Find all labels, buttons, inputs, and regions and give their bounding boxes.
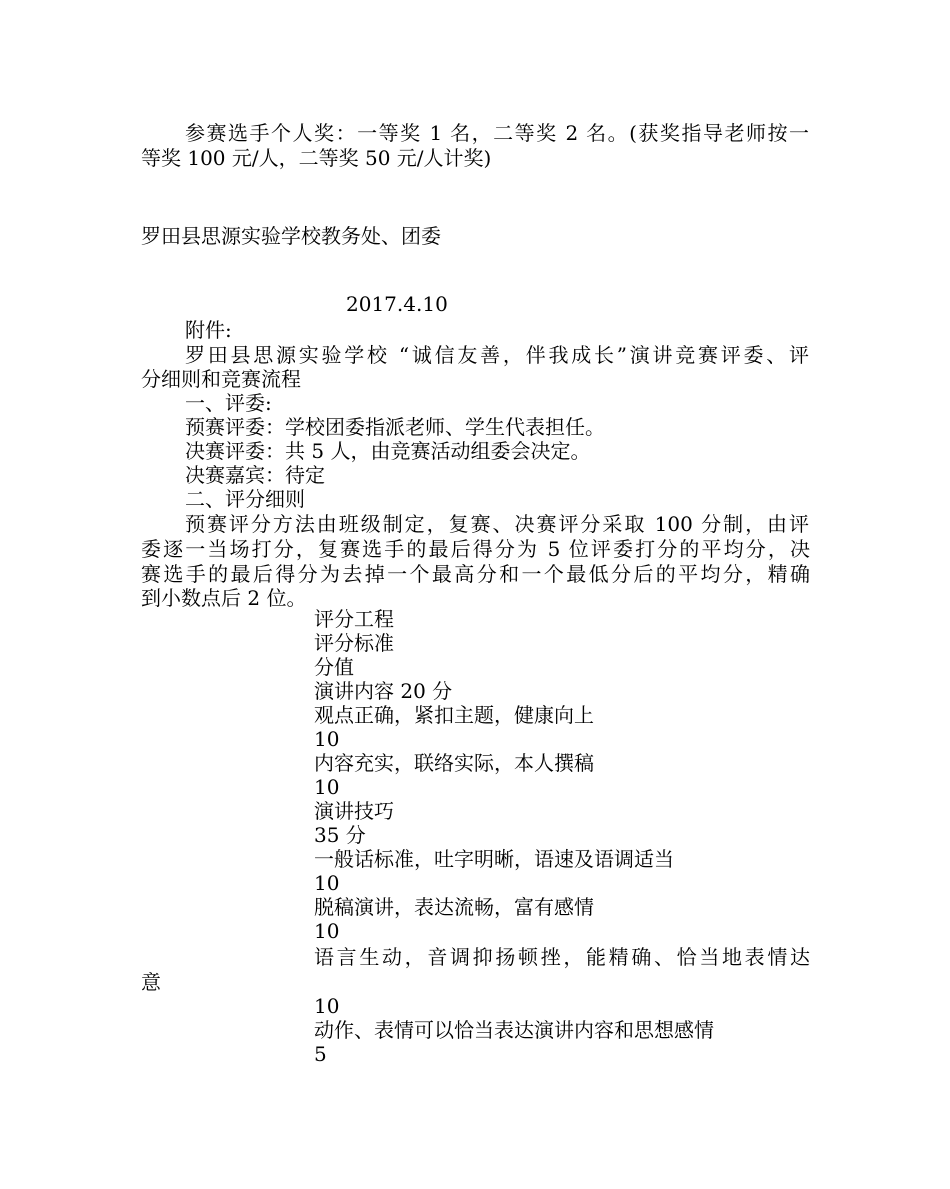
table-cell: 评分工程 [314, 607, 394, 631]
table-cell: 10 [314, 727, 340, 751]
table-cell: 10 [314, 871, 340, 895]
organizer-signature: 罗田县思源实验学校教务处、团委 [141, 224, 441, 248]
table-cell: 5 [314, 1042, 327, 1066]
table-cell: 10 [314, 775, 340, 799]
table-cell: 内容充实，联络实际，本人撰稿 [314, 751, 594, 775]
table-cell: 分值 [314, 655, 354, 679]
section-heading-judges: 一、评委: [185, 391, 272, 415]
table-cell: 动作、表情可以恰当表达演讲内容和思想感情 [314, 1018, 714, 1042]
rules-line: 预赛评分方法由班级制定，复赛、决赛评分采取 100 分制，由评 [185, 512, 809, 536]
document-date: 2017.4.10 [346, 292, 448, 316]
table-cell: 10 [314, 994, 340, 1018]
rules-line: 赛选手的最后得分为去掉一个最高分和一个最低分后的平均分，精确 [141, 562, 810, 586]
table-cell: 10 [314, 919, 340, 943]
table-cell: 35 分 [314, 823, 366, 847]
table-cell-wrapped: 语言生动，音调抑扬顿挫，能精确、恰当地表情达 [314, 945, 810, 969]
attachment-title-line-1: 罗田县思源实验学校 “诚信友善，伴我成长”演讲竞赛评委、评 [185, 343, 809, 367]
table-cell: 演讲内容 20 分 [314, 679, 453, 703]
attachment-title-line-2: 分细则和竞赛流程 [141, 367, 301, 391]
table-cell-wrapped-tail: 意 [141, 970, 161, 994]
section-heading-scoring: 二、评分细则 [185, 487, 305, 511]
judge-line: 决赛评委：共 5 人，由竞赛活动组委会决定。 [185, 439, 591, 463]
table-cell: 观点正确，紧扣主题，健康向上 [314, 703, 594, 727]
prize-line-2: 等奖 100 元/人，二等奖 50 元/人计奖) [141, 146, 492, 170]
table-cell: 一般话标准，吐字明晰，语速及语调适当 [314, 847, 674, 871]
judge-line: 预赛评委：学校团委指派老师、学生代表担任。 [185, 415, 605, 439]
attachment-label: 附件: [185, 318, 232, 342]
table-cell: 演讲技巧 [314, 799, 394, 823]
judge-line: 决赛嘉宾：待定 [185, 463, 325, 487]
table-cell: 评分标准 [314, 631, 394, 655]
table-cell: 脱稿演讲，表达流畅，富有感情 [314, 895, 594, 919]
rules-line: 委逐一当场打分，复赛选手的最后得分为 5 位评委打分的平均分，决 [141, 537, 810, 561]
rules-line: 到小数点后 2 位。 [141, 586, 307, 610]
prize-line-1: 参赛选手个人奖：一等奖 1 名，二等奖 2 名。(获奖指导老师按一 [185, 121, 809, 145]
